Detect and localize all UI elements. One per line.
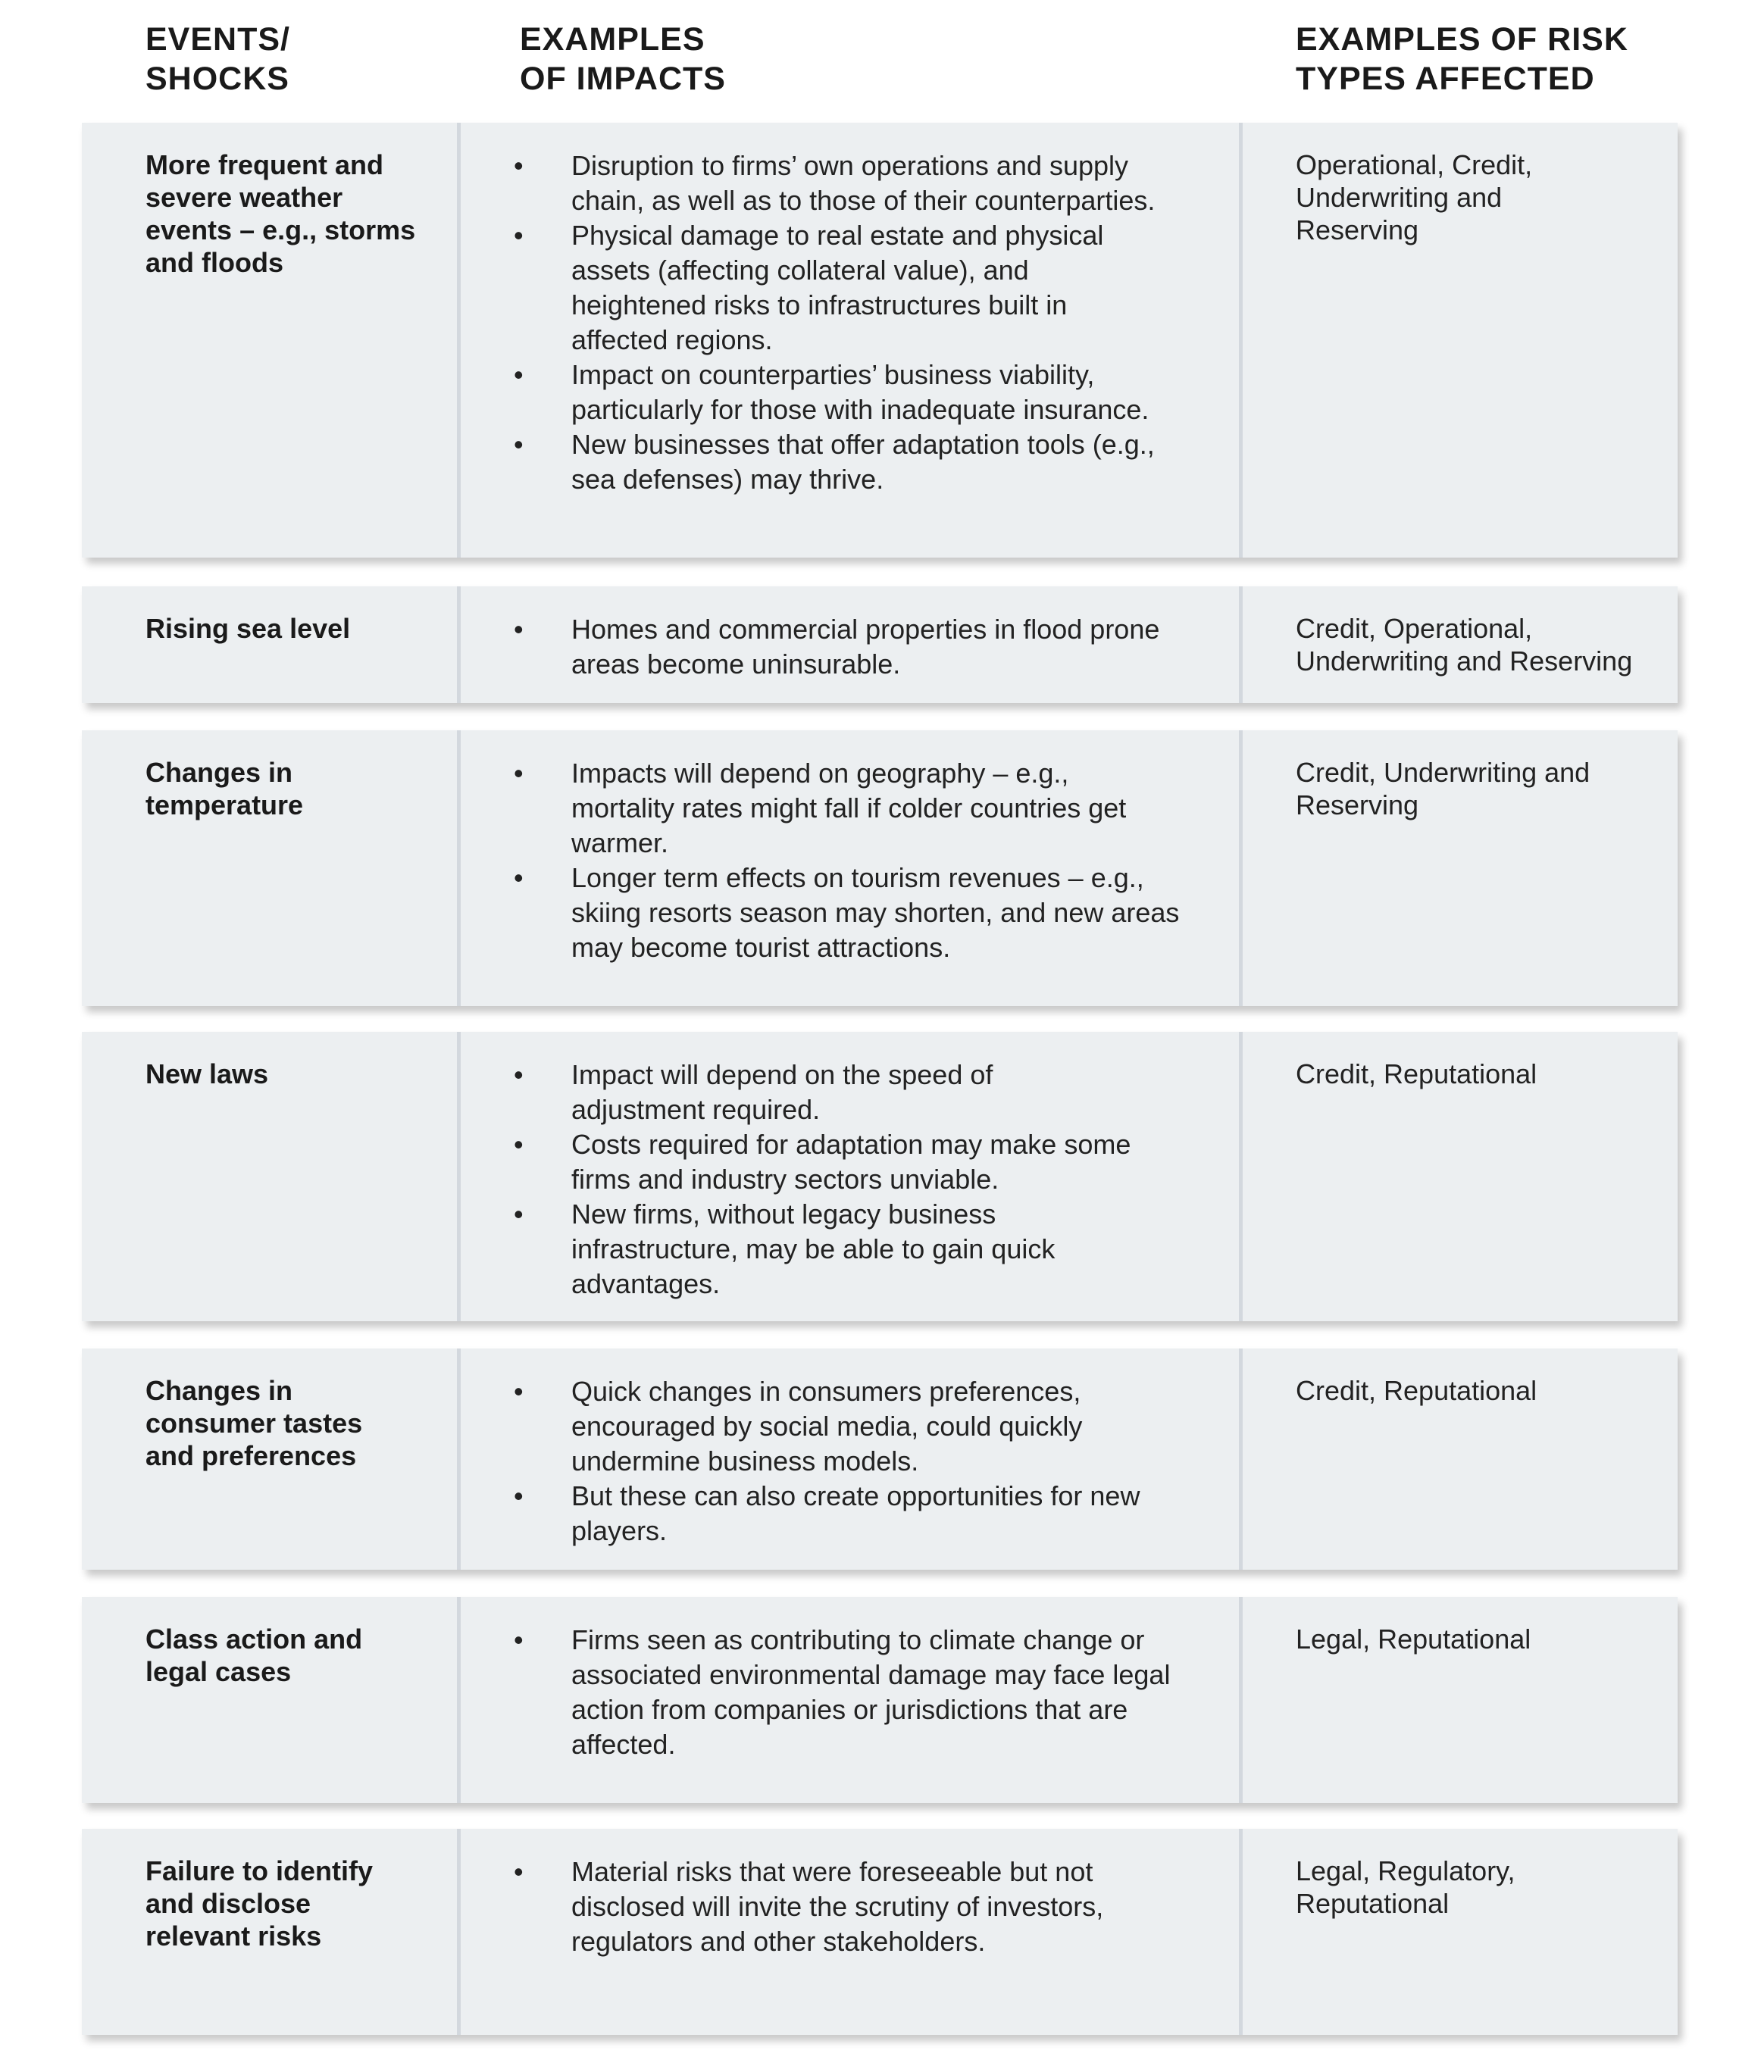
impact-list [514,756,1224,965]
column-header-risk-types: EXAMPLES OF RISK TYPES AFFECTED [1296,21,1628,97]
impact-list [514,1623,1224,1762]
event-label: Failure to identify and disclose relevant risks [145,1855,374,1952]
risk-types-label: Credit, Reputational [1296,1375,1537,1406]
impact-item: • New businesses that offer adaptation tools (e.g., sea defenses) may thrive. [514,427,1170,497]
event-label: More frequent and severe weather events – e.g., storms and floods [145,149,416,278]
impact-item: • Firms seen as contributing to climate change or associated environmental damage may face legal action from companies or jurisdictions that are affected. [514,1623,1200,1762]
table-row [82,586,1678,703]
column-header-impacts: EXAMPLES OF IMPACTS [520,21,726,97]
impact-list [514,148,1224,497]
impact-item: • Impact will depend on the speed of adjustment required. [514,1058,1102,1127]
impact-item: • But these can also create opportunities for new players. [514,1479,1170,1549]
event-cell [82,586,461,703]
risk-types-label: Operational, Credit, Underwriting and Reserving [1296,149,1533,245]
event-label: New laws [145,1058,269,1089]
risk-types-cell [1243,586,1678,703]
table-row [82,1032,1678,1321]
event-label: Class action and legal cases [145,1624,363,1687]
table-row [82,1829,1678,2035]
table-row [82,730,1678,1006]
impact-item: • New firms, without legacy business infrastructure, may be able to gain quick advantages. [514,1197,1102,1302]
impact-item: • Disruption to firms’ own operations and supply chain, as well as to those of their counterparties. [514,148,1170,218]
impacts-cell [461,123,1243,558]
impact-item: • Costs required for adaptation may make some firms and industry sectors unviable. [514,1127,1170,1197]
table-row [82,1349,1678,1570]
risk-types-label: Credit, Reputational [1296,1058,1537,1089]
risk-types-label: Legal, Reputational [1296,1624,1531,1655]
impact-item: • Material risks that were foreseeable but not disclosed will invite the scrutiny of investors, regulators and other stakeholders. [514,1855,1200,1959]
impact-list [514,1058,1224,1302]
impact-item: • Longer term effects on tourism revenues – e.g., skiing resorts season may shorten, and new areas may become tourist attractions. [514,861,1200,965]
impacts-cell [461,730,1243,1006]
risk-types-cell [1243,1597,1678,1803]
impact-item: • Homes and commercial properties in flood prone areas become uninsurable. [514,612,1170,682]
risk-types-label: Credit, Underwriting and Reserving [1296,757,1590,820]
impacts-cell [461,1349,1243,1570]
impact-item: • Quick changes in consumers preferences, encouraged by social media, could quickly undermine business models. [514,1374,1170,1479]
risk-types-cell [1243,1829,1678,2035]
impact-item: • Impacts will depend on geography – e.g., mortality rates might fall if colder countries get warmer. [514,756,1170,861]
event-cell [82,1597,461,1803]
impact-list [514,1855,1224,1959]
impact-item: • Impact on counterparties’ business viability, particularly for those with inadequate insurance. [514,358,1231,427]
table-row [82,1597,1678,1803]
risk-types-cell [1243,1349,1678,1570]
risk-types-label: Credit, Operational, Underwriting and Reserving [1296,613,1633,677]
event-label: Rising sea level [145,613,351,644]
impacts-cell [461,1829,1243,2035]
table-header [0,0,1764,121]
event-cell [82,1349,461,1570]
event-cell [82,1829,461,2035]
impact-list [514,1374,1224,1549]
event-cell [82,730,461,1006]
column-header-events: EVENTS/ SHOCKS [145,21,290,97]
event-label: Changes in consumer tastes and preferences [145,1375,363,1471]
impacts-cell [461,1032,1243,1321]
risk-types-cell [1243,1032,1678,1321]
risk-types-cell [1243,730,1678,1006]
impact-item: • Physical damage to real estate and physical assets (affecting collateral value), and heightened risks to infrastructures built in affected regions. [514,218,1170,358]
risk-types-cell [1243,123,1678,558]
impacts-cell [461,1597,1243,1803]
risk-types-label: Legal, Regulatory, Reputational [1296,1855,1515,1919]
impacts-cell [461,586,1243,703]
event-cell [82,123,461,558]
impact-list [514,612,1224,682]
table-row [82,123,1678,558]
event-label: Changes in temperature [145,757,304,820]
event-cell [82,1032,461,1321]
